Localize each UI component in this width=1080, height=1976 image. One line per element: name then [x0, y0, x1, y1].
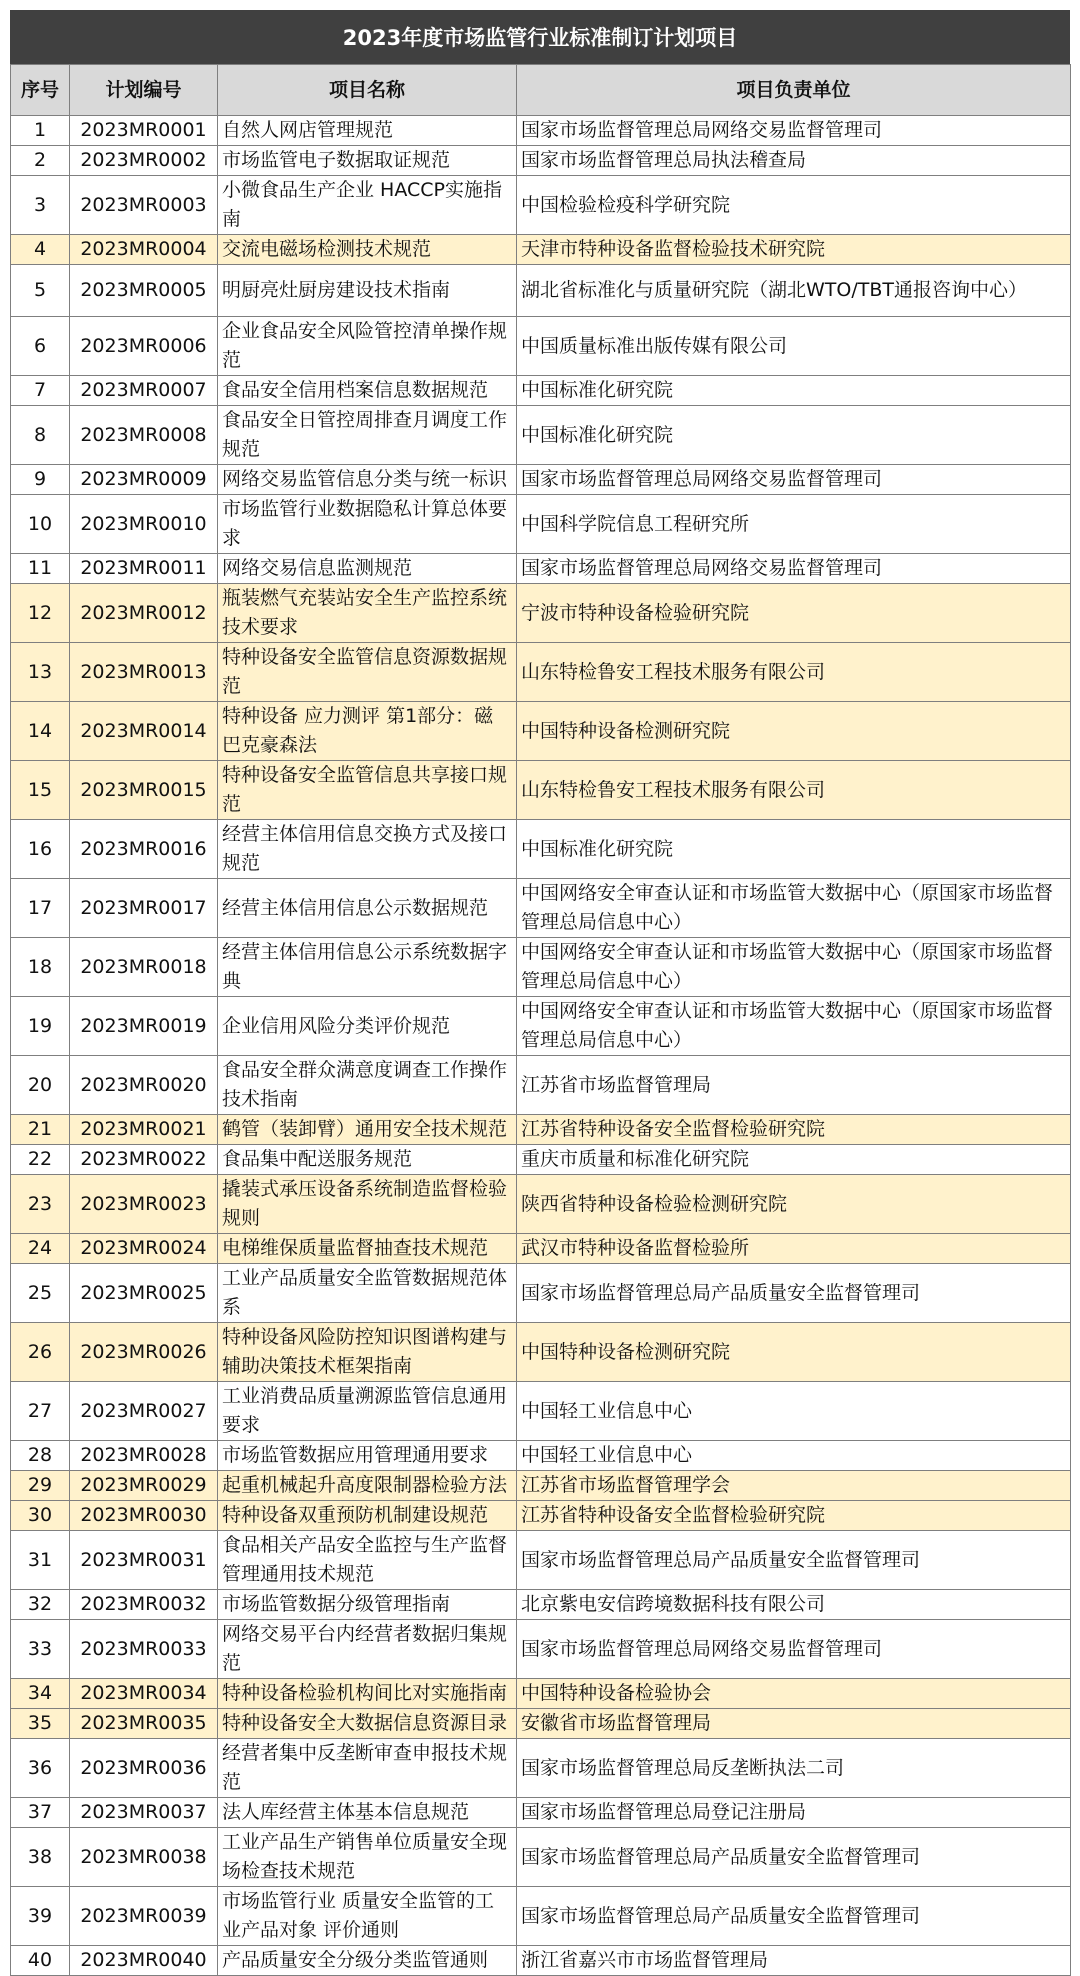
- row-responsible-unit: 江苏省特种设备安全监督检验研究院: [517, 1501, 1071, 1531]
- row-project-name: 特种设备安全监管信息资源数据规范: [218, 643, 517, 702]
- row-project-name: 小微食品生产企业 HACCP实施指南: [218, 176, 517, 235]
- row-index: 1: [11, 116, 70, 146]
- row-plan-code: 2023MR0037: [70, 1798, 218, 1828]
- table-row: [11, 495, 1071, 554]
- standards-plan-sheet: [10, 10, 1070, 1976]
- row-responsible-unit: 中国特种设备检测研究院: [517, 1323, 1071, 1382]
- row-plan-code: 2023MR0025: [70, 1264, 218, 1323]
- row-responsible-unit: 山东特检鲁安工程技术服务有限公司: [517, 643, 1071, 702]
- row-plan-code: 2023MR0039: [70, 1887, 218, 1946]
- row-project-name: 网络交易监管信息分类与统一标识: [218, 465, 517, 495]
- header-responsible-unit: 项目负责单位: [517, 65, 1071, 116]
- row-plan-code: 2023MR0022: [70, 1145, 218, 1175]
- row-plan-code: 2023MR0003: [70, 176, 218, 235]
- row-index: 23: [11, 1175, 70, 1234]
- row-plan-code: 2023MR0002: [70, 146, 218, 176]
- row-index: 6: [11, 317, 70, 376]
- row-responsible-unit: 江苏省市场监督管理学会: [517, 1471, 1071, 1501]
- header-project-name: 项目名称: [218, 65, 517, 116]
- row-project-name: 瓶装燃气充装站安全生产监控系统技术要求: [218, 584, 517, 643]
- row-responsible-unit: 国家市场监督管理总局网络交易监督管理司: [517, 465, 1071, 495]
- row-project-name: 食品安全日管控周排查月调度工作规范: [218, 406, 517, 465]
- table-row: [11, 265, 1071, 317]
- table-row: [11, 1798, 1071, 1828]
- row-project-name: 经营主体信用信息公示系统数据字典: [218, 938, 517, 997]
- row-project-name: 市场监管行业数据隐私计算总体要求: [218, 495, 517, 554]
- row-plan-code: 2023MR0012: [70, 584, 218, 643]
- table-row: [11, 1828, 1071, 1887]
- row-responsible-unit: 中国网络安全审查认证和市场监管大数据中心（原国家市场监督管理总局信息中心）: [517, 879, 1071, 938]
- row-plan-code: 2023MR0038: [70, 1828, 218, 1887]
- table-row: [11, 1679, 1071, 1709]
- row-project-name: 市场监管数据分级管理指南: [218, 1590, 517, 1620]
- row-responsible-unit: 国家市场监督管理总局网络交易监督管理司: [517, 1620, 1071, 1679]
- row-project-name: 工业产品生产销售单位质量安全现场检查技术规范: [218, 1828, 517, 1887]
- table-row: [11, 761, 1071, 820]
- row-responsible-unit: 中国网络安全审查认证和市场监管大数据中心（原国家市场监督管理总局信息中心）: [517, 938, 1071, 997]
- table-row: [11, 317, 1071, 376]
- row-project-name: 特种设备安全大数据信息资源目录: [218, 1709, 517, 1739]
- row-plan-code: 2023MR0004: [70, 235, 218, 265]
- row-index: 7: [11, 376, 70, 406]
- row-plan-code: 2023MR0031: [70, 1531, 218, 1590]
- row-plan-code: 2023MR0033: [70, 1620, 218, 1679]
- row-project-name: 企业信用风险分类评价规范: [218, 997, 517, 1056]
- row-index: 36: [11, 1739, 70, 1798]
- row-index: 4: [11, 235, 70, 265]
- table-row: [11, 554, 1071, 584]
- row-plan-code: 2023MR0011: [70, 554, 218, 584]
- row-index: 40: [11, 1946, 70, 1976]
- row-plan-code: 2023MR0005: [70, 265, 218, 317]
- row-project-name: 自然人网店管理规范: [218, 116, 517, 146]
- row-responsible-unit: 国家市场监督管理总局产品质量安全监督管理司: [517, 1828, 1071, 1887]
- table-row: [11, 176, 1071, 235]
- row-plan-code: 2023MR0006: [70, 317, 218, 376]
- table-row: [11, 116, 1071, 146]
- row-index: 39: [11, 1887, 70, 1946]
- row-project-name: 特种设备检验机构间比对实施指南: [218, 1679, 517, 1709]
- row-project-name: 工业产品质量安全监管数据规范体系: [218, 1264, 517, 1323]
- table-row: [11, 1471, 1071, 1501]
- row-plan-code: 2023MR0007: [70, 376, 218, 406]
- row-plan-code: 2023MR0024: [70, 1234, 218, 1264]
- row-project-name: 食品集中配送服务规范: [218, 1145, 517, 1175]
- row-index: 29: [11, 1471, 70, 1501]
- row-project-name: 特种设备风险防控知识图谱构建与辅助决策技术框架指南: [218, 1323, 517, 1382]
- row-index: 27: [11, 1382, 70, 1441]
- row-index: 9: [11, 465, 70, 495]
- row-plan-code: 2023MR0018: [70, 938, 218, 997]
- row-index: 11: [11, 554, 70, 584]
- row-project-name: 市场监管电子数据取证规范: [218, 146, 517, 176]
- row-responsible-unit: 天津市特种设备监督检验技术研究院: [517, 235, 1071, 265]
- row-index: 28: [11, 1441, 70, 1471]
- row-responsible-unit: 中国标准化研究院: [517, 406, 1071, 465]
- row-project-name: 经营主体信用信息交换方式及接口规范: [218, 820, 517, 879]
- row-project-name: 市场监管行业 质量安全监管的工业产品对象 评价通则: [218, 1887, 517, 1946]
- row-index: 24: [11, 1234, 70, 1264]
- row-plan-code: 2023MR0027: [70, 1382, 218, 1441]
- row-project-name: 撬装式承压设备系统制造监督检验规则: [218, 1175, 517, 1234]
- table-row: [11, 938, 1071, 997]
- table-row: [11, 1531, 1071, 1590]
- row-responsible-unit: 中国标准化研究院: [517, 820, 1071, 879]
- row-index: 15: [11, 761, 70, 820]
- table-row: [11, 376, 1071, 406]
- row-index: 26: [11, 1323, 70, 1382]
- row-responsible-unit: 中国网络安全审查认证和市场监管大数据中心（原国家市场监督管理总局信息中心）: [517, 997, 1071, 1056]
- row-responsible-unit: 国家市场监督管理总局产品质量安全监督管理司: [517, 1887, 1071, 1946]
- row-index: 34: [11, 1679, 70, 1709]
- row-responsible-unit: 武汉市特种设备监督检验所: [517, 1234, 1071, 1264]
- table-row: [11, 1115, 1071, 1145]
- row-index: 14: [11, 702, 70, 761]
- table-row: [11, 997, 1071, 1056]
- row-plan-code: 2023MR0029: [70, 1471, 218, 1501]
- row-responsible-unit: 山东特检鲁安工程技术服务有限公司: [517, 761, 1071, 820]
- table-row: [11, 1887, 1071, 1946]
- row-responsible-unit: 北京紫电安信跨境数据科技有限公司: [517, 1590, 1071, 1620]
- table-row: [11, 1323, 1071, 1382]
- row-responsible-unit: 国家市场监督管理总局产品质量安全监督管理司: [517, 1264, 1071, 1323]
- row-plan-code: 2023MR0036: [70, 1739, 218, 1798]
- row-project-name: 企业食品安全风险管控清单操作规范: [218, 317, 517, 376]
- row-index: 21: [11, 1115, 70, 1145]
- table-row: [11, 584, 1071, 643]
- table-row: [11, 1145, 1071, 1175]
- plan-table: [10, 64, 1071, 1976]
- table-row: [11, 1590, 1071, 1620]
- table-row: [11, 1056, 1071, 1115]
- row-project-name: 网络交易信息监测规范: [218, 554, 517, 584]
- header-row: [11, 65, 1071, 116]
- row-responsible-unit: 宁波市特种设备检验研究院: [517, 584, 1071, 643]
- row-project-name: 特种设备双重预防机制建设规范: [218, 1501, 517, 1531]
- table-row: [11, 1175, 1071, 1234]
- row-plan-code: 2023MR0026: [70, 1323, 218, 1382]
- table-row: [11, 1946, 1071, 1976]
- row-responsible-unit: 中国检验检疫科学研究院: [517, 176, 1071, 235]
- row-responsible-unit: 中国特种设备检验协会: [517, 1679, 1071, 1709]
- row-index: 18: [11, 938, 70, 997]
- row-project-name: 经营者集中反垄断审查申报技术规范: [218, 1739, 517, 1798]
- row-plan-code: 2023MR0019: [70, 997, 218, 1056]
- table-row: [11, 1620, 1071, 1679]
- table-row: [11, 406, 1071, 465]
- row-project-name: 电梯维保质量监督抽查技术规范: [218, 1234, 517, 1264]
- row-plan-code: 2023MR0021: [70, 1115, 218, 1145]
- row-responsible-unit: 陕西省特种设备检验检测研究院: [517, 1175, 1071, 1234]
- row-plan-code: 2023MR0015: [70, 761, 218, 820]
- row-index: 31: [11, 1531, 70, 1590]
- table-row: [11, 1709, 1071, 1739]
- row-index: 8: [11, 406, 70, 465]
- row-plan-code: 2023MR0010: [70, 495, 218, 554]
- row-responsible-unit: 中国科学院信息工程研究所: [517, 495, 1071, 554]
- row-project-name: 网络交易平台内经营者数据归集规范: [218, 1620, 517, 1679]
- row-responsible-unit: 中国特种设备检测研究院: [517, 702, 1071, 761]
- table-row: [11, 879, 1071, 938]
- row-project-name: 工业消费品质量溯源监管信息通用要求: [218, 1382, 517, 1441]
- row-index: 2: [11, 146, 70, 176]
- table-row: [11, 1501, 1071, 1531]
- row-index: 32: [11, 1590, 70, 1620]
- row-responsible-unit: 安徽省市场监督管理局: [517, 1709, 1071, 1739]
- row-project-name: 食品安全信用档案信息数据规范: [218, 376, 517, 406]
- row-responsible-unit: 中国质量标准出版传媒有限公司: [517, 317, 1071, 376]
- row-plan-code: 2023MR0034: [70, 1679, 218, 1709]
- row-plan-code: 2023MR0028: [70, 1441, 218, 1471]
- row-project-name: 鹤管（装卸臂）通用安全技术规范: [218, 1115, 517, 1145]
- table-row: [11, 1382, 1071, 1441]
- row-index: 22: [11, 1145, 70, 1175]
- table-row: [11, 1739, 1071, 1798]
- row-index: 30: [11, 1501, 70, 1531]
- row-project-name: 交流电磁场检测技术规范: [218, 235, 517, 265]
- row-project-name: 法人库经营主体基本信息规范: [218, 1798, 517, 1828]
- row-project-name: 市场监管数据应用管理通用要求: [218, 1441, 517, 1471]
- row-responsible-unit: 国家市场监督管理总局反垄断执法二司: [517, 1739, 1071, 1798]
- row-plan-code: 2023MR0009: [70, 465, 218, 495]
- row-index: 5: [11, 265, 70, 317]
- table-row: [11, 146, 1071, 176]
- row-responsible-unit: 国家市场监督管理总局产品质量安全监督管理司: [517, 1531, 1071, 1590]
- row-responsible-unit: 重庆市质量和标准化研究院: [517, 1145, 1071, 1175]
- row-responsible-unit: 湖北省标准化与质量研究院（湖北WTO/TBT通报咨询中心）: [517, 265, 1071, 317]
- row-project-name: 明厨亮灶厨房建设技术指南: [218, 265, 517, 317]
- row-index: 38: [11, 1828, 70, 1887]
- table-row: [11, 235, 1071, 265]
- row-responsible-unit: 中国轻工业信息中心: [517, 1382, 1071, 1441]
- row-project-name: 特种设备 应力测评 第1部分：磁巴克豪森法: [218, 702, 517, 761]
- row-responsible-unit: 国家市场监督管理总局网络交易监督管理司: [517, 116, 1071, 146]
- row-index: 16: [11, 820, 70, 879]
- row-index: 19: [11, 997, 70, 1056]
- row-index: 17: [11, 879, 70, 938]
- row-responsible-unit: 中国标准化研究院: [517, 376, 1071, 406]
- row-responsible-unit: 江苏省市场监督管理局: [517, 1056, 1071, 1115]
- sheet-title: 2023年度市场监管行业标准制订计划项目: [10, 10, 1070, 64]
- row-index: 20: [11, 1056, 70, 1115]
- header-index: 序号: [11, 65, 70, 116]
- table-row: [11, 643, 1071, 702]
- row-index: 13: [11, 643, 70, 702]
- table-row: [11, 465, 1071, 495]
- row-plan-code: 2023MR0008: [70, 406, 218, 465]
- row-project-name: 食品安全群众满意度调查工作操作技术指南: [218, 1056, 517, 1115]
- row-responsible-unit: 中国轻工业信息中心: [517, 1441, 1071, 1471]
- table-row: [11, 702, 1071, 761]
- row-plan-code: 2023MR0016: [70, 820, 218, 879]
- row-project-name: 产品质量安全分级分类监管通则: [218, 1946, 517, 1976]
- row-responsible-unit: 国家市场监督管理总局登记注册局: [517, 1798, 1071, 1828]
- row-plan-code: 2023MR0013: [70, 643, 218, 702]
- row-plan-code: 2023MR0035: [70, 1709, 218, 1739]
- header-plan-code: 计划编号: [70, 65, 218, 116]
- row-project-name: 经营主体信用信息公示数据规范: [218, 879, 517, 938]
- row-index: 3: [11, 176, 70, 235]
- row-plan-code: 2023MR0023: [70, 1175, 218, 1234]
- row-plan-code: 2023MR0032: [70, 1590, 218, 1620]
- row-responsible-unit: 国家市场监督管理总局执法稽查局: [517, 146, 1071, 176]
- row-responsible-unit: 浙江省嘉兴市市场监督管理局: [517, 1946, 1071, 1976]
- row-plan-code: 2023MR0030: [70, 1501, 218, 1531]
- row-project-name: 特种设备安全监管信息共享接口规范: [218, 761, 517, 820]
- table-row: [11, 820, 1071, 879]
- row-index: 33: [11, 1620, 70, 1679]
- row-index: 10: [11, 495, 70, 554]
- row-plan-code: 2023MR0014: [70, 702, 218, 761]
- row-index: 35: [11, 1709, 70, 1739]
- row-plan-code: 2023MR0001: [70, 116, 218, 146]
- row-index: 37: [11, 1798, 70, 1828]
- row-responsible-unit: 江苏省特种设备安全监督检验研究院: [517, 1115, 1071, 1145]
- row-responsible-unit: 国家市场监督管理总局网络交易监督管理司: [517, 554, 1071, 584]
- row-project-name: 起重机械起升高度限制器检验方法: [218, 1471, 517, 1501]
- table-row: [11, 1264, 1071, 1323]
- row-plan-code: 2023MR0040: [70, 1946, 218, 1976]
- table-body: [11, 116, 1071, 1976]
- row-index: 12: [11, 584, 70, 643]
- table-row: [11, 1441, 1071, 1471]
- row-plan-code: 2023MR0020: [70, 1056, 218, 1115]
- table-row: [11, 1234, 1071, 1264]
- row-plan-code: 2023MR0017: [70, 879, 218, 938]
- row-project-name: 食品相关产品安全监控与生产监督管理通用技术规范: [218, 1531, 517, 1590]
- row-index: 25: [11, 1264, 70, 1323]
